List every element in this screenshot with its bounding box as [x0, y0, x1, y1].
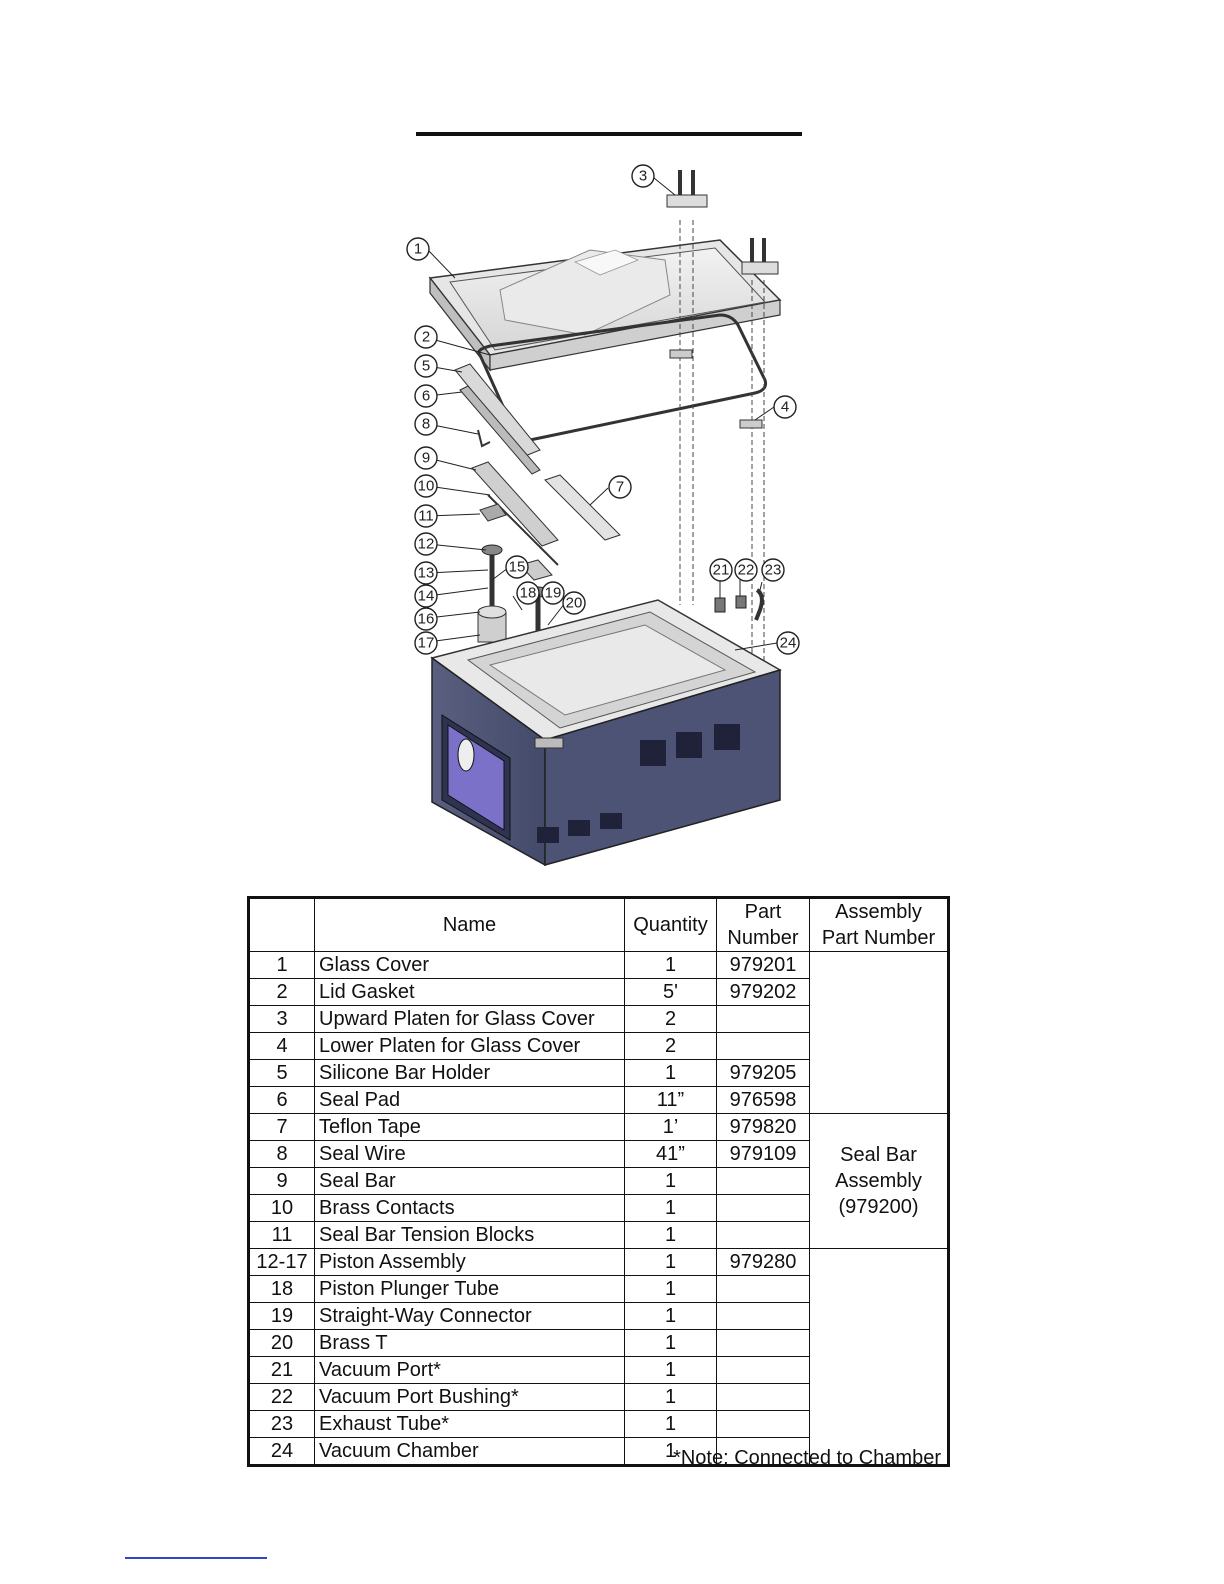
svg-text:5: 5: [421, 357, 431, 375]
row-quantity: 1: [625, 1249, 717, 1276]
svg-text:19: 19: [544, 584, 562, 602]
row-quantity: 1: [625, 1303, 717, 1330]
row-part-number: 976598: [717, 1087, 810, 1114]
callout-22: [735, 559, 757, 581]
seal-bar-assembly-line2: Assembly: [835, 1170, 922, 1192]
row-quantity: 1’: [625, 1114, 717, 1141]
row-quantity: 41”: [625, 1141, 717, 1168]
row-number: 2: [249, 979, 315, 1006]
row-number: 1: [249, 952, 315, 979]
row-number: 8: [249, 1141, 315, 1168]
row-part-number: 979202: [717, 979, 810, 1006]
row-part-number: [717, 1303, 810, 1330]
row-quantity: 1: [625, 1168, 717, 1195]
svg-text:14: 14: [417, 587, 435, 605]
svg-text:17: 17: [417, 634, 435, 652]
assembly-cell-empty-top: [810, 952, 949, 1114]
seal-bar-stack: [455, 364, 620, 565]
svg-text:3: 3: [638, 167, 648, 185]
table-row: [249, 1249, 949, 1276]
row-number: 21: [249, 1357, 315, 1384]
row-part-number: [717, 1330, 810, 1357]
callout-12: [415, 533, 437, 555]
row-part-number: [717, 1411, 810, 1438]
row-quantity: 1: [625, 1330, 717, 1357]
row-part-number: [717, 1168, 810, 1195]
row-quantity: 1: [625, 1060, 717, 1087]
header-assembly-part-number: [810, 898, 949, 952]
callout-9: [415, 447, 437, 469]
row-quantity: 1: [625, 1195, 717, 1222]
row-name: Vacuum Port Bushing*: [315, 1384, 625, 1411]
lower-platen-part: [670, 350, 692, 358]
row-quantity: 2: [625, 1006, 717, 1033]
svg-text:9: 9: [421, 449, 431, 467]
svg-text:24: 24: [779, 634, 797, 652]
table-row: [249, 1114, 949, 1141]
callout-5: [415, 355, 437, 377]
row-part-number: [717, 1033, 810, 1060]
row-part-number: [717, 1222, 810, 1249]
row-name: Seal Wire: [315, 1141, 625, 1168]
row-name: Silicone Bar Holder: [315, 1060, 625, 1087]
header-part-line1: Part: [744, 901, 782, 923]
callout-11: [415, 505, 437, 527]
row-name: Vacuum Port*: [315, 1357, 625, 1384]
callout-2: [415, 326, 437, 348]
callout-7: [609, 476, 631, 498]
row-number: 5: [249, 1060, 315, 1087]
header-assembly-line1: Assembly: [835, 901, 922, 923]
svg-text:10: 10: [417, 477, 435, 495]
row-name: Seal Bar Tension Blocks: [315, 1222, 625, 1249]
svg-text:11: 11: [418, 507, 434, 525]
row-name: Seal Bar: [315, 1168, 625, 1195]
vacuum-port-parts: [715, 590, 762, 620]
svg-text:2: 2: [421, 328, 431, 346]
row-quantity: 1: [625, 1222, 717, 1249]
callout-1: [407, 238, 429, 260]
row-name: Teflon Tape: [315, 1114, 625, 1141]
row-part-number: 979201: [717, 952, 810, 979]
row-name: Piston Plunger Tube: [315, 1276, 625, 1303]
svg-text:21: 21: [712, 561, 730, 579]
row-name: Brass Contacts: [315, 1195, 625, 1222]
svg-text:16: 16: [417, 610, 435, 628]
row-number: 23: [249, 1411, 315, 1438]
callout-17: [415, 632, 437, 654]
row-number: 18: [249, 1276, 315, 1303]
row-part-number: [717, 1357, 810, 1384]
row-quantity: 1: [625, 1438, 717, 1466]
callout-14: [415, 585, 437, 607]
callout-23: [762, 559, 784, 581]
svg-text:12: 12: [417, 535, 435, 553]
row-quantity: 1: [625, 1357, 717, 1384]
callout-6: [415, 385, 437, 407]
row-number: 24: [249, 1438, 315, 1466]
row-number: 20: [249, 1330, 315, 1357]
row-number: 4: [249, 1033, 315, 1060]
lower-platen-part-2: [740, 420, 762, 428]
header-quantity: Quantity: [625, 898, 717, 952]
row-number: 12-17: [249, 1249, 315, 1276]
assembly-cell-empty-bottom: [810, 1249, 949, 1466]
callout-15: [506, 556, 528, 578]
row-number: 22: [249, 1384, 315, 1411]
glass-cover-part: [430, 240, 780, 370]
row-number: 19: [249, 1303, 315, 1330]
exploded-parts-diagram: [380, 150, 820, 885]
row-name: Exhaust Tube*: [315, 1411, 625, 1438]
callout-24: [777, 632, 799, 654]
seal-bar-assembly-line3: (979200): [838, 1196, 919, 1218]
svg-text:13: 13: [417, 564, 435, 582]
seal-bar-assembly-line1: Seal Bar: [840, 1144, 917, 1166]
header-part-line2: Number: [727, 927, 799, 949]
svg-text:18: 18: [519, 584, 537, 602]
row-number: 10: [249, 1195, 315, 1222]
row-quantity: 2: [625, 1033, 717, 1060]
callout-13: [415, 562, 437, 584]
svg-text:15: 15: [508, 558, 526, 576]
callout-20: [563, 592, 585, 614]
svg-text:23: 23: [764, 561, 782, 579]
seal-bar-assembly-cell: [810, 1114, 949, 1249]
row-quantity: 1: [625, 1411, 717, 1438]
row-part-number: [717, 1006, 810, 1033]
row-part-number: 979280: [717, 1249, 810, 1276]
svg-text:8: 8: [421, 415, 431, 433]
row-name: Glass Cover: [315, 952, 625, 979]
row-quantity: 11”: [625, 1087, 717, 1114]
row-name: Lid Gasket: [315, 979, 625, 1006]
row-number: 3: [249, 1006, 315, 1033]
title-rule: [416, 132, 802, 136]
row-number: 11: [249, 1222, 315, 1249]
row-quantity: 1: [625, 952, 717, 979]
row-name: Piston Assembly: [315, 1249, 625, 1276]
row-part-number: [717, 1384, 810, 1411]
row-name: Seal Pad: [315, 1087, 625, 1114]
callout-16: [415, 608, 437, 630]
header-name: Name: [315, 898, 625, 952]
row-name: Straight-Way Connector: [315, 1303, 625, 1330]
svg-text:4: 4: [780, 398, 790, 416]
svg-text:20: 20: [565, 594, 583, 612]
parts-table: [247, 896, 950, 1467]
row-part-number: 979820: [717, 1114, 810, 1141]
row-quantity: 5': [625, 979, 717, 1006]
callout-8: [415, 413, 437, 435]
callout-19: [542, 582, 564, 604]
row-part-number: [717, 1195, 810, 1222]
callout-18: [517, 582, 539, 604]
row-name: Upward Platen for Glass Cover: [315, 1006, 625, 1033]
table-row: [249, 952, 949, 979]
row-quantity: 1: [625, 1384, 717, 1411]
row-name: Brass T: [315, 1330, 625, 1357]
row-number: 7: [249, 1114, 315, 1141]
row-number: 9: [249, 1168, 315, 1195]
table-header-row: [249, 898, 949, 952]
header-part-number: [717, 898, 810, 952]
svg-text:1: 1: [413, 240, 423, 258]
row-part-number: 979205: [717, 1060, 810, 1087]
row-part-number: [717, 1276, 810, 1303]
footer-link-underline: [125, 1557, 267, 1559]
callout-21: [710, 559, 732, 581]
row-name: Lower Platen for Glass Cover: [315, 1033, 625, 1060]
header-assembly-line2: Part Number: [821, 927, 936, 949]
header-number: [249, 898, 315, 952]
row-part-number: 979109: [717, 1141, 810, 1168]
footnote: *Note: Connected to Chamber: [673, 1447, 941, 1469]
row-name: Vacuum Chamber: [315, 1438, 625, 1466]
svg-text:22: 22: [737, 561, 755, 579]
row-quantity: 1: [625, 1276, 717, 1303]
callout-4: [774, 396, 796, 418]
callout-10: [415, 475, 437, 497]
row-number: 6: [249, 1087, 315, 1114]
callout-3: [632, 165, 654, 187]
svg-text:6: 6: [421, 387, 431, 405]
svg-text:7: 7: [615, 478, 625, 496]
